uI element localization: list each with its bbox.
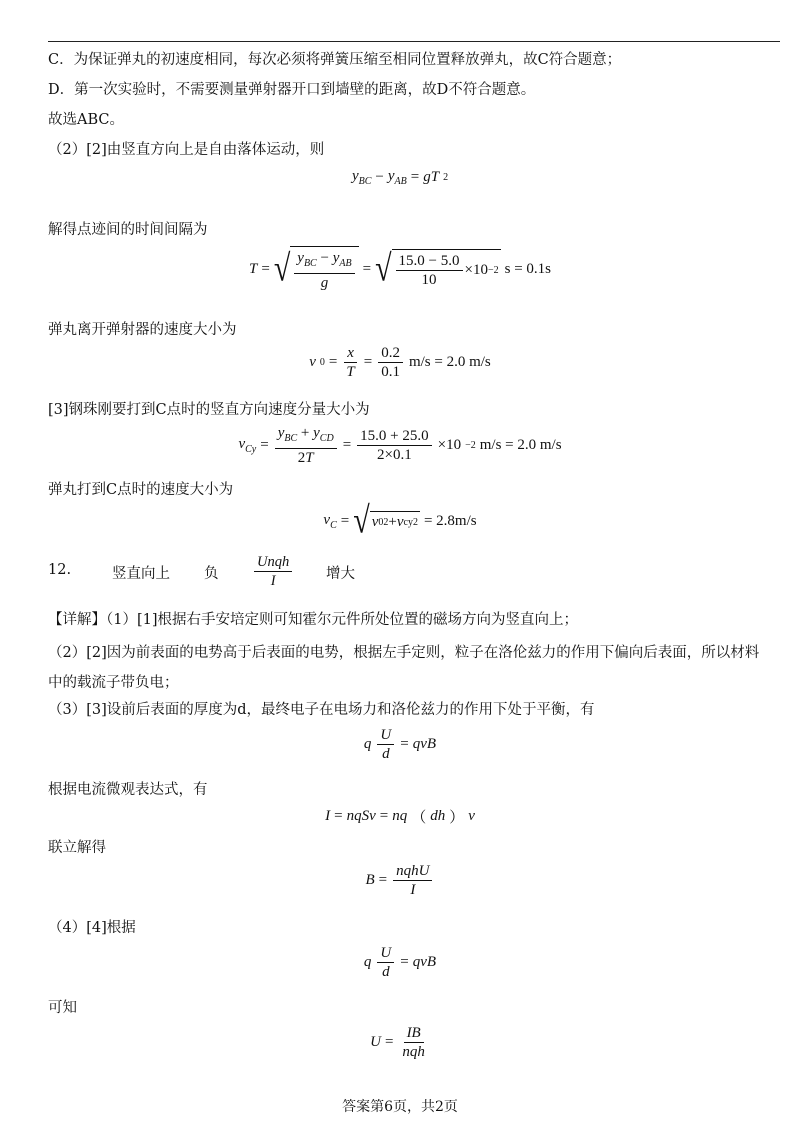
question-number: 12.: [48, 562, 72, 578]
equation-balance-2: q $\frac{U}{d}$ = qvB: [363, 945, 437, 980]
answer-change: 增大: [326, 566, 355, 582]
line-part2: （2）[2]由竖直方向上是自由落体运动，则: [48, 142, 325, 158]
equation-balance: q $\frac{U}{d}$ = qvB: [363, 727, 437, 762]
equation-time: T = √ $\frac{y_{BC} - y_{AB}}{g}$ = √ $\frac{15.0 - 5.0}{10}$ ×10 −2 s = 0.1s: [249, 247, 551, 291]
line-part4: （4）[4]根据: [48, 920, 136, 936]
line-know: 可知: [48, 1000, 77, 1016]
answer-direction: 竖直向上: [112, 566, 170, 582]
answer-formula: [252, 553, 294, 590]
line-choose: 故选ABC。: [48, 112, 124, 128]
line-detail-2: （2）[2]因为前表面的电势高于后表面的电势，根据左手定则，粒子在洛伦兹力的作用下偏向后表面，所以材料中的载流子带负电；: [48, 645, 760, 691]
line-option-c: C．为保证弹丸的初速度相同，每次必须将弹簧压缩至相同位置释放弹丸，故C符合题意；: [48, 52, 622, 68]
equation-v0: v 0 = $\frac{x}{T}$ = $\frac{0.2}{0.1}$ m/s = 2.0 m/s: [309, 345, 491, 380]
line-time-interval: 解得点迹间的时间间隔为: [48, 222, 208, 238]
answer-formula-numerator: Unqh: [254, 553, 292, 572]
page-footer: 答案第6页，共2页: [342, 1099, 458, 1115]
answer-formula-denominator: I: [270, 573, 276, 589]
equation-b: B = $\frac{\text{nqhU}}{I}$: [0, 862, 800, 899]
equation-free-fall: $y_{BC}$ − $y_{AB}$ = gT 2: [351, 168, 449, 187]
answer-charge: 负: [204, 566, 219, 582]
line-part3: [3]钢珠刚要打到C点时的竖直方向速度分量大小为: [48, 402, 370, 418]
equation-vc: $v_C$ = √ v 0 2 + v cy 2 = 2.8m/s: [323, 499, 477, 541]
line-detail-3: （3）[3]设前后表面的厚度为d，最终电子在电场力和洛伦兹力的作用下处于平衡，有: [48, 702, 595, 718]
line-speed-c: 弹丸打到C点时的速度大小为: [48, 482, 234, 498]
equation-u: U = $\frac{IB}{\text{nqh}}$: [370, 1025, 425, 1060]
line-option-d: D．第一次实验时，不需要测量弹射器开口到墙壁的距离，故D不符合题意。: [48, 82, 536, 98]
line-speed-leave: 弹丸离开弹射器的速度大小为: [48, 322, 237, 338]
equation-current: I = nqSv = nq （ dh ） v: [325, 808, 475, 826]
line-detail: 【详解】（1）[1]根据右手安培定则可知霍尔元件所处位置的磁场方向为竖直向上；: [48, 612, 579, 628]
top-rule: [48, 41, 780, 42]
equation-vcy: $v_{Cy}$ = $\frac{y_{BC} + y_{CD}}{2T}$ = $\frac{15.0 + 25.0}{2\times 0.1}$ ×10 −2 m/s = 2.0 m/s: [238, 425, 562, 466]
line-solve: 联立解得: [48, 840, 106, 856]
line-current: 根据电流微观表达式，有: [48, 782, 208, 798]
